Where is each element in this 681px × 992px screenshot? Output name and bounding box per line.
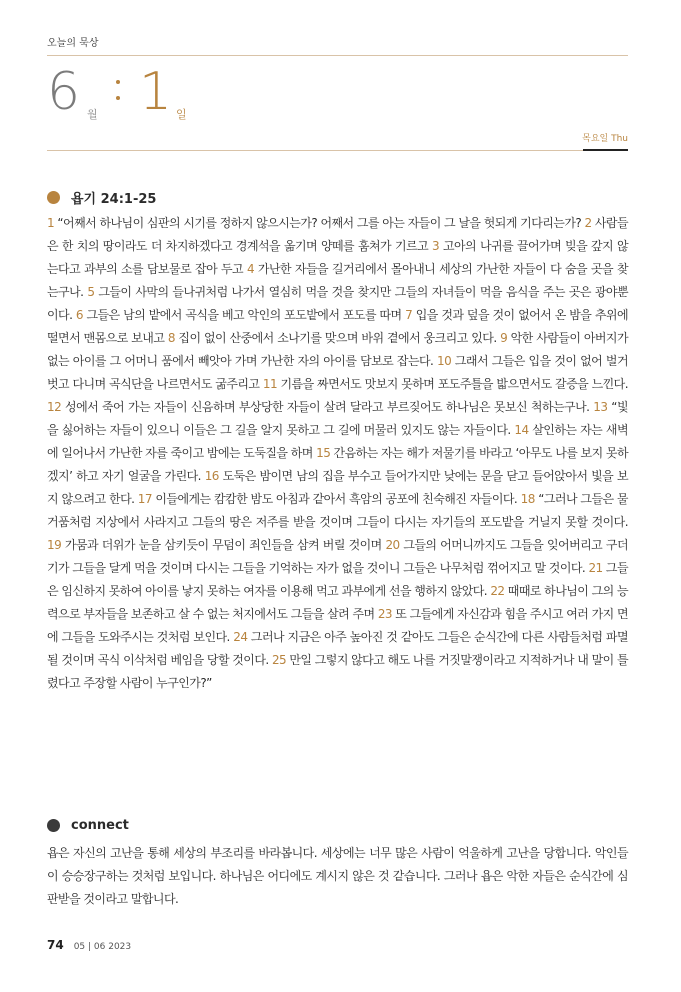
verse-text: 입을 것과 덮을 것이 없어서 온 밤을 추위에 떨면서 맨몸으로 보내고 xyxy=(47,308,628,345)
verse-number: 23 xyxy=(377,607,393,621)
scripture-text xyxy=(47,212,628,695)
verse-number: 15 xyxy=(316,446,331,460)
verse-text: 살인하는 자는 새벽에 일어나서 가난한 자를 죽이고 밤에는 도둑질을 하며 xyxy=(47,423,628,460)
verse-number: 9 xyxy=(500,331,508,345)
verse-text: 가뭄과 더위가 눈을 삼키듯이 무덤이 죄인들을 삼켜 버릴 것이며 xyxy=(61,538,386,552)
verse-number: 3 xyxy=(432,239,440,253)
verse-number: 20 xyxy=(385,538,400,552)
verse-number: 7 xyxy=(405,308,413,322)
verse-number: 2 xyxy=(584,216,592,230)
date-colon xyxy=(116,80,122,112)
verse-number: 5 xyxy=(87,285,95,299)
month-unit: 월 xyxy=(87,108,98,121)
weekday-underline xyxy=(583,149,628,151)
verse-number: 24 xyxy=(233,630,248,644)
connect-text: 욥은 자신의 고난을 통해 세상의 부조리를 바라봅니다. 세상에는 너무 많은 사람이 억울하게 고난을 당합니다. 악인들이 승승장구하는 것처럼 보입니다. 하나님은 어디에도 계시지 않은 것 같습니다. 그러나 욥은 악한 자들은 순식간에 심판받을 것이라고 말합니다. xyxy=(47,846,628,906)
verse-number: 4 xyxy=(246,262,255,276)
verse-number: 8 xyxy=(167,331,175,345)
verse-text: 그들이 사막의 들나귀처럼 나가서 열심히 먹을 것을 찾지만 그들의 자녀들이 먹을 음식을 주는 곳은 광야뿐이다. xyxy=(47,285,628,322)
bullet-icon xyxy=(47,819,60,832)
verse-number: 19 xyxy=(47,538,62,552)
verse-number: 6 xyxy=(75,308,83,322)
page-footer xyxy=(47,938,131,952)
reading-title: 욥기 24:1-25 xyxy=(71,192,157,207)
verse-number: 17 xyxy=(137,492,152,506)
top-label: 오늘의 묵상 xyxy=(47,38,99,49)
verse-number: 18 xyxy=(520,492,535,506)
verse-text: 간음하는 자는 해가 저물기를 바라고 ‘아무도 나를 보지 못하겠지’ 하고 자기 얼굴을 가린다. xyxy=(47,446,629,483)
connect-heading xyxy=(47,818,129,833)
day-unit: 일 xyxy=(176,108,187,121)
month-number: 6 xyxy=(47,62,81,122)
verse-number: 16 xyxy=(204,469,219,483)
bullet-icon xyxy=(47,191,60,204)
verse-number: 10 xyxy=(437,354,452,368)
verse-text: 도둑은 밤이면 남의 집을 부수고 들어가지만 낮에는 문을 닫고 들어앉아서 빛을 보지 않으려고 한다. xyxy=(47,469,628,506)
verse-number: 13 xyxy=(593,400,608,414)
page-number: 74 xyxy=(47,938,64,952)
verse-text: 그들은 임신하지 못하여 아이를 낳지 못하는 여자를 이용해 먹고 과부에게 선을 행하지 않았다. xyxy=(47,561,628,598)
verse-number: 1 xyxy=(47,216,55,230)
verse-number: 12 xyxy=(47,400,62,414)
verse-text: 고아의 나귀를 끌어가며 빚을 갚지 않는다고 과부의 소를 담보물로 잡아 두고 xyxy=(47,239,629,276)
top-divider xyxy=(47,55,628,56)
verse-number: 14 xyxy=(514,423,529,437)
verse-text: 성에서 죽어 가는 자들이 신음하며 부상당한 자들이 살려 달라고 부르짖어도 하나님은 못보신 척하는구나. xyxy=(61,400,594,414)
verse-number: 25 xyxy=(271,653,287,667)
connect-title: connect xyxy=(71,818,129,833)
verse-number: 21 xyxy=(588,561,603,575)
verse-text: 이들에게는 캄캄한 밤도 아침과 같아서 흑암의 공포에 친숙해진 자들이다. xyxy=(151,492,521,506)
verse-text: “그러나 그들은 물거품처럼 지상에서 사라지고 그들의 땅은 저주를 받을 것이며 그들이 다시는 자기들의 포도밭을 거닐지 못할 것이다. xyxy=(47,492,628,529)
reading-heading xyxy=(47,188,156,207)
verse-text: 악한 사람들이 아버지가 없는 아이를 그 어머니 품에서 빼앗아 가며 가난한 자의 아이를 담보로 잡는다. xyxy=(47,331,629,368)
verse-text: 그래서 그들은 입을 것이 없어 벌거벗고 다니며 곡식단을 나르면서도 굶주리고 xyxy=(47,354,628,391)
verse-text: 집이 없이 산중에서 소나기를 맞으며 바위 곁에서 웅크리고 있다. xyxy=(174,331,501,345)
date-block xyxy=(47,60,347,130)
verse-text: 사람들은 한 치의 땅이라도 더 차지하겠다고 경계석을 옮기며 양떼를 훔쳐가 기르고 xyxy=(47,216,628,253)
verse-text: 그들의 어머니까지도 그들을 잊어버리고 구더기가 그들을 달게 먹을 것이며 다시는 그들을 기억하는 자가 없을 것이니 그들은 나무처럼 꺾어지고 말 것이다. xyxy=(47,538,628,575)
verse-text: “빛을 싫어하는 자들이 있으니 이들은 그 길을 알지 못하고 그 길에 머물러 있지도 않는 자들이다. xyxy=(47,400,628,437)
verse-text: “어째서 하나님이 심판의 시기를 정하지 않으시는가? 어째서 그를 아는 자들이 그 날을 헛되게 기다리는가? xyxy=(54,216,585,230)
issue-date: 05 | 06 2023 xyxy=(73,942,132,952)
verse-number: 22 xyxy=(490,584,505,598)
day-number: 1 xyxy=(139,62,173,122)
weekday-label: 목요일 Thu xyxy=(582,134,628,144)
verse-text: 가난한 자들을 길거리에서 몰아내니 세상의 가난한 자들이 다 숨을 곳을 찾는구나. xyxy=(47,262,628,299)
verse-text: 기름을 짜면서도 맛보지 못하며 포도주틀을 밟으면서도 갈증을 느낀다. xyxy=(277,377,628,391)
verse-number: 11 xyxy=(262,377,278,391)
verse-text: 만일 그렇지 않다고 해도 나를 거짓말쟁이라고 지적하거나 내 말이 틀렸다고 주장할 사람이 누구인가?” xyxy=(47,653,629,690)
verse-text: 때때로 하나님이 그의 능력으로 부자들을 보존하고 살 수 없는 처지에서도 그들을 살려 주며 xyxy=(47,584,629,621)
verse-text: 그러나 지금은 아주 높아진 것 같아도 그들은 순식간에 다른 사람들처럼 파멸될 것이며 곡식 이삭처럼 베임을 당할 것이다. xyxy=(47,630,628,667)
verse-text: 그들은 남의 밭에서 곡식을 베고 악인의 포도밭에서 포도를 따며 xyxy=(82,308,406,322)
header-divider xyxy=(47,150,583,151)
verse-text: 또 그들에게 자신감과 힘을 주시고 여러 가지 면에 그들을 도와주시는 것처럼 보인다. xyxy=(47,607,628,644)
